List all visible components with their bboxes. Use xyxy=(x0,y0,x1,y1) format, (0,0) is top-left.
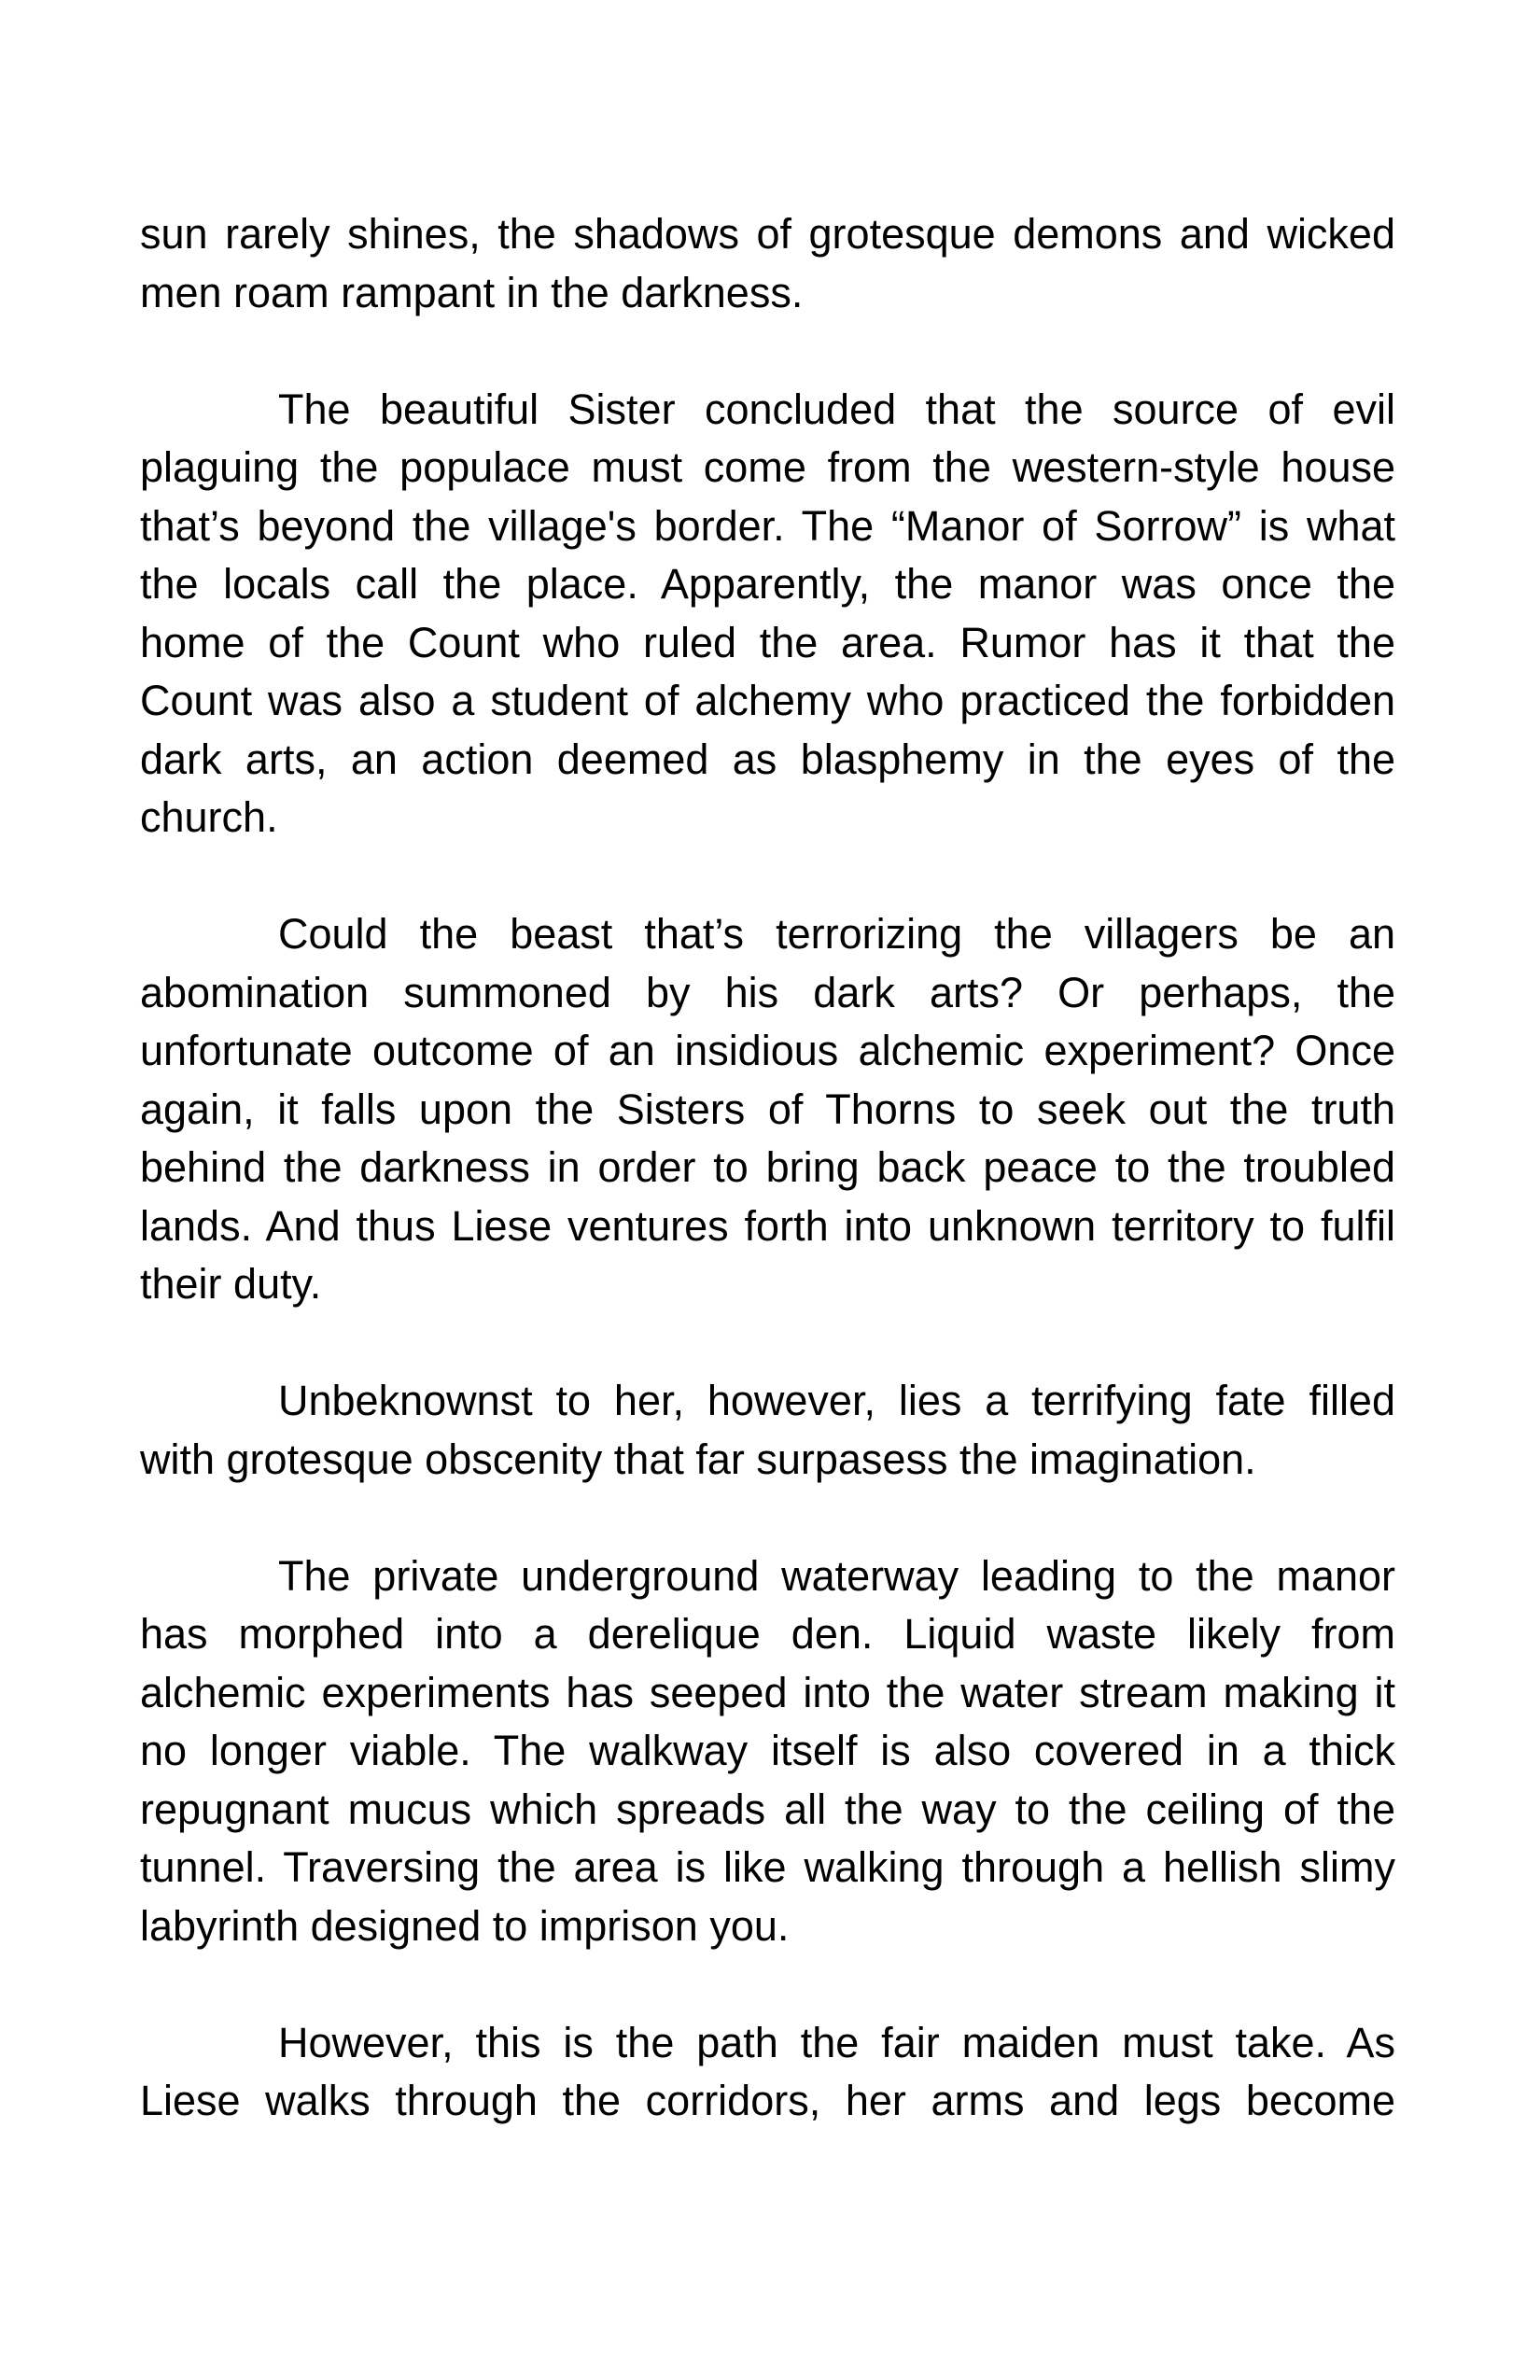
text-line: The private underground waterway leading to the manor xyxy=(278,1551,1395,1600)
text-line: Unbeknownst to her, however, lies a terrifying fate filled xyxy=(278,1377,1395,1424)
paragraph xyxy=(140,1547,1395,1956)
text-line: tunnel. Traversing the area is like walking through a hellish slimy xyxy=(140,1843,1395,1891)
text-line: men roam rampant in the darkness. xyxy=(140,268,804,316)
text-line: sun rarely shines, the shadows of grotesque demons and wicked xyxy=(140,210,1395,258)
text-line: again, it falls upon the Sisters of Thorns to seek out the truth xyxy=(140,1085,1395,1133)
text-line: Liese walks through the corridors, her arms and legs become xyxy=(140,2077,1395,2124)
text-line: their duty. xyxy=(140,1260,322,1308)
page-content xyxy=(140,205,1395,2131)
text-line: repugnant mucus which spreads all the way to the ceiling of the xyxy=(140,1785,1395,1833)
text-line: abomination summoned by his dark arts? Or perhaps, the xyxy=(140,968,1395,1016)
text-line: labyrinth designed to imprison you. xyxy=(140,1901,790,1950)
text-line: Count was also a student of alchemy who practiced the forbidden xyxy=(140,677,1395,724)
text-line: the locals call the place. Apparently, the manor was once the xyxy=(140,560,1395,608)
text-line: dark arts, an action deemed as blasphemy in the eyes of the xyxy=(140,735,1395,783)
text-line: behind the darkness in order to bring back peace to the troubled xyxy=(140,1143,1395,1191)
text-line: lands. And thus Liese ventures forth into unknown territory to fulfil xyxy=(140,1201,1395,1250)
text-line: home of the Count who ruled the area. Rumor has it that the xyxy=(140,618,1395,666)
paragraph xyxy=(140,905,1395,1314)
paragraph xyxy=(140,205,1395,322)
text-line: However, this is the path the fair maiden must take. As xyxy=(278,2018,1395,2066)
paragraph xyxy=(140,2014,1395,2131)
text-line: with grotesque obscenity that far surpasess the imagination. xyxy=(140,1435,1256,1483)
text-line: alchemic experiments has seeped into the water stream making it xyxy=(140,1668,1395,1716)
paragraph xyxy=(140,1372,1395,1489)
text-line: has morphed into a derelique den. Liquid waste likely from xyxy=(140,1610,1395,1658)
text-line: that’s beyond the village's border. The “Manor of Sorrow” is what xyxy=(140,501,1395,550)
text-line: no longer viable. The walkway itself is also covered in a thick xyxy=(140,1727,1395,1774)
text-line: church. xyxy=(140,793,278,841)
paragraph xyxy=(140,381,1395,847)
text-line: unfortunate outcome of an insidious alchemic experiment? Once xyxy=(140,1027,1395,1074)
text-line: Could the beast that’s terrorizing the villagers be an xyxy=(278,910,1395,958)
text-line: The beautiful Sister concluded that the source of evil xyxy=(278,385,1395,433)
text-line: plaguing the populace must come from the western-style house xyxy=(140,443,1395,491)
